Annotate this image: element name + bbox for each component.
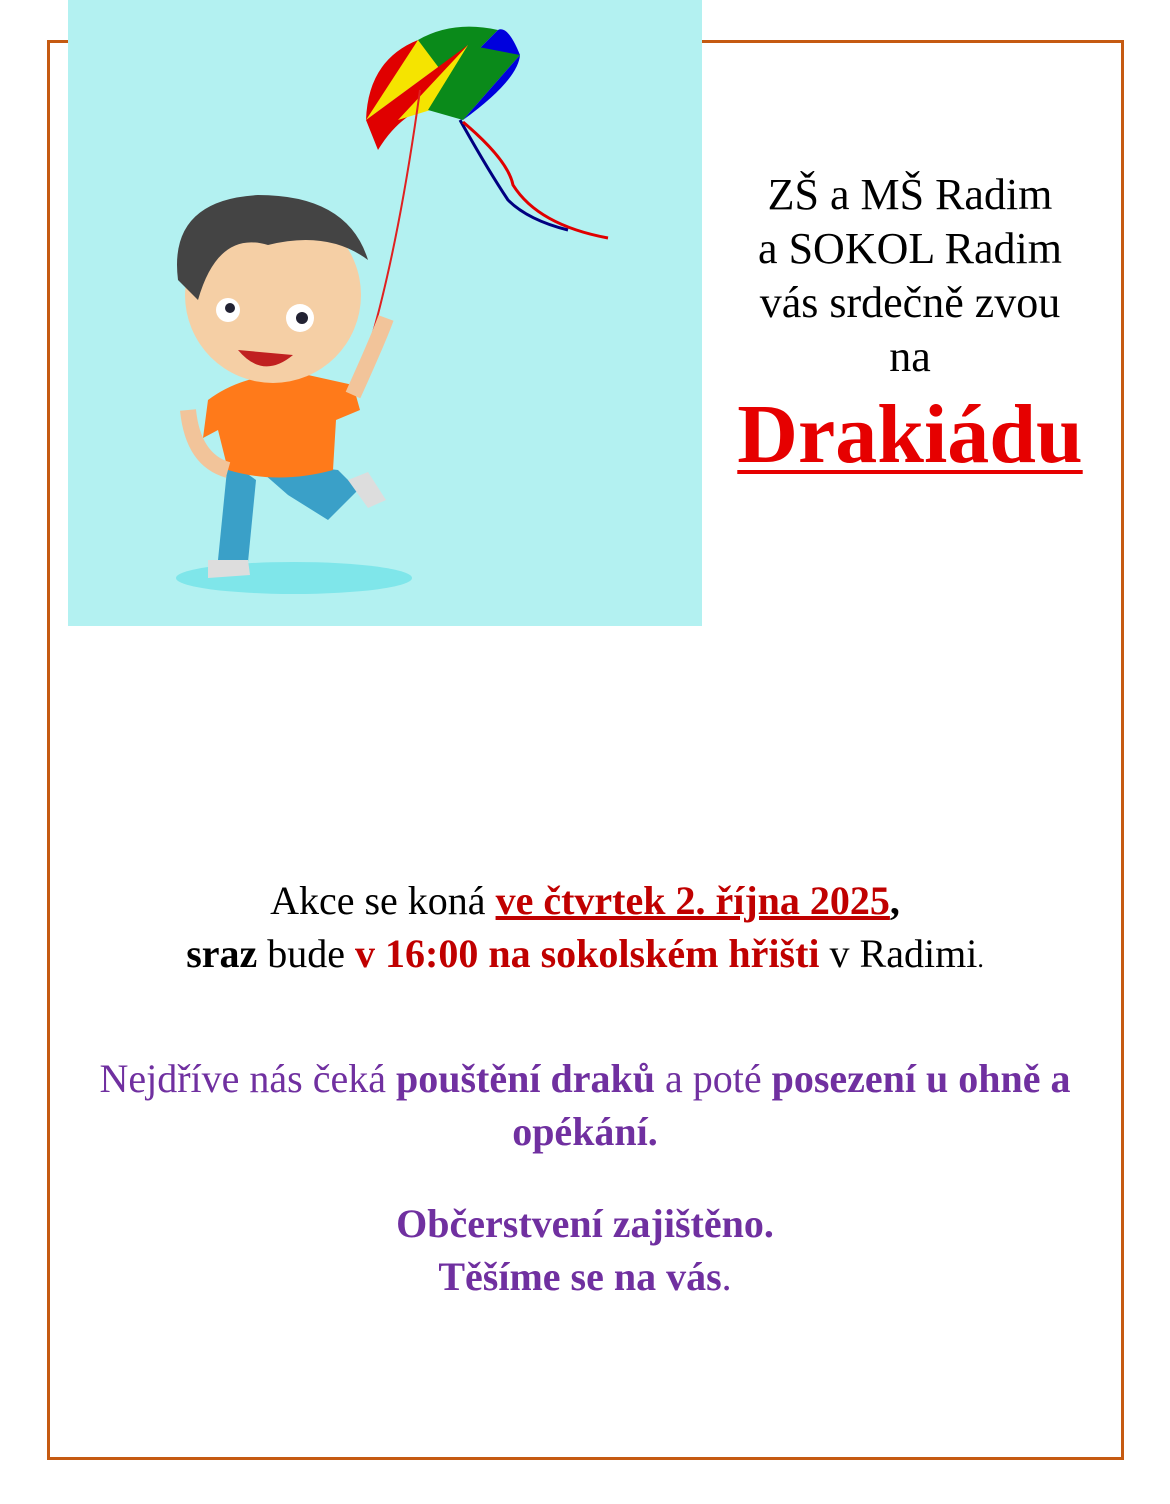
details-text: bude — [257, 931, 356, 976]
program-text: Nejdříve nás čeká — [99, 1056, 396, 1101]
event-time-place: v 16:00 na sokolském hřišti — [355, 931, 820, 976]
boy-with-kite-illustration — [68, 0, 702, 626]
greeting: Těšíme se na vás — [438, 1254, 722, 1299]
details-comma: , — [889, 878, 900, 923]
refreshments-note: Občerstvení zajištěno. — [396, 1201, 774, 1246]
event-title: Drakiádu — [737, 388, 1083, 481]
header-line: a SOKOL Radim — [758, 224, 1062, 273]
header-line: na — [889, 332, 931, 381]
closing — [60, 1197, 1110, 1303]
program-text: a poté — [654, 1056, 772, 1101]
invitation-header — [712, 168, 1108, 384]
header-line: vás srdečně zvou — [759, 278, 1061, 327]
details-sraz: sraz — [186, 931, 258, 976]
event-date: ve čtvrtek 2. října 2025 — [495, 878, 890, 923]
details-text: Akce se koná — [270, 878, 496, 923]
greeting-period: . — [721, 1254, 732, 1299]
event-details — [60, 874, 1110, 985]
program-fire: posezení u ohně a opékání. — [512, 1056, 1071, 1154]
program-kites: pouštění draků — [395, 1056, 655, 1101]
header-line: ZŠ a MŠ Radim — [767, 170, 1053, 219]
event-program — [60, 1052, 1110, 1158]
details-period: . — [977, 944, 984, 973]
details-text: v Radimi — [819, 931, 978, 976]
